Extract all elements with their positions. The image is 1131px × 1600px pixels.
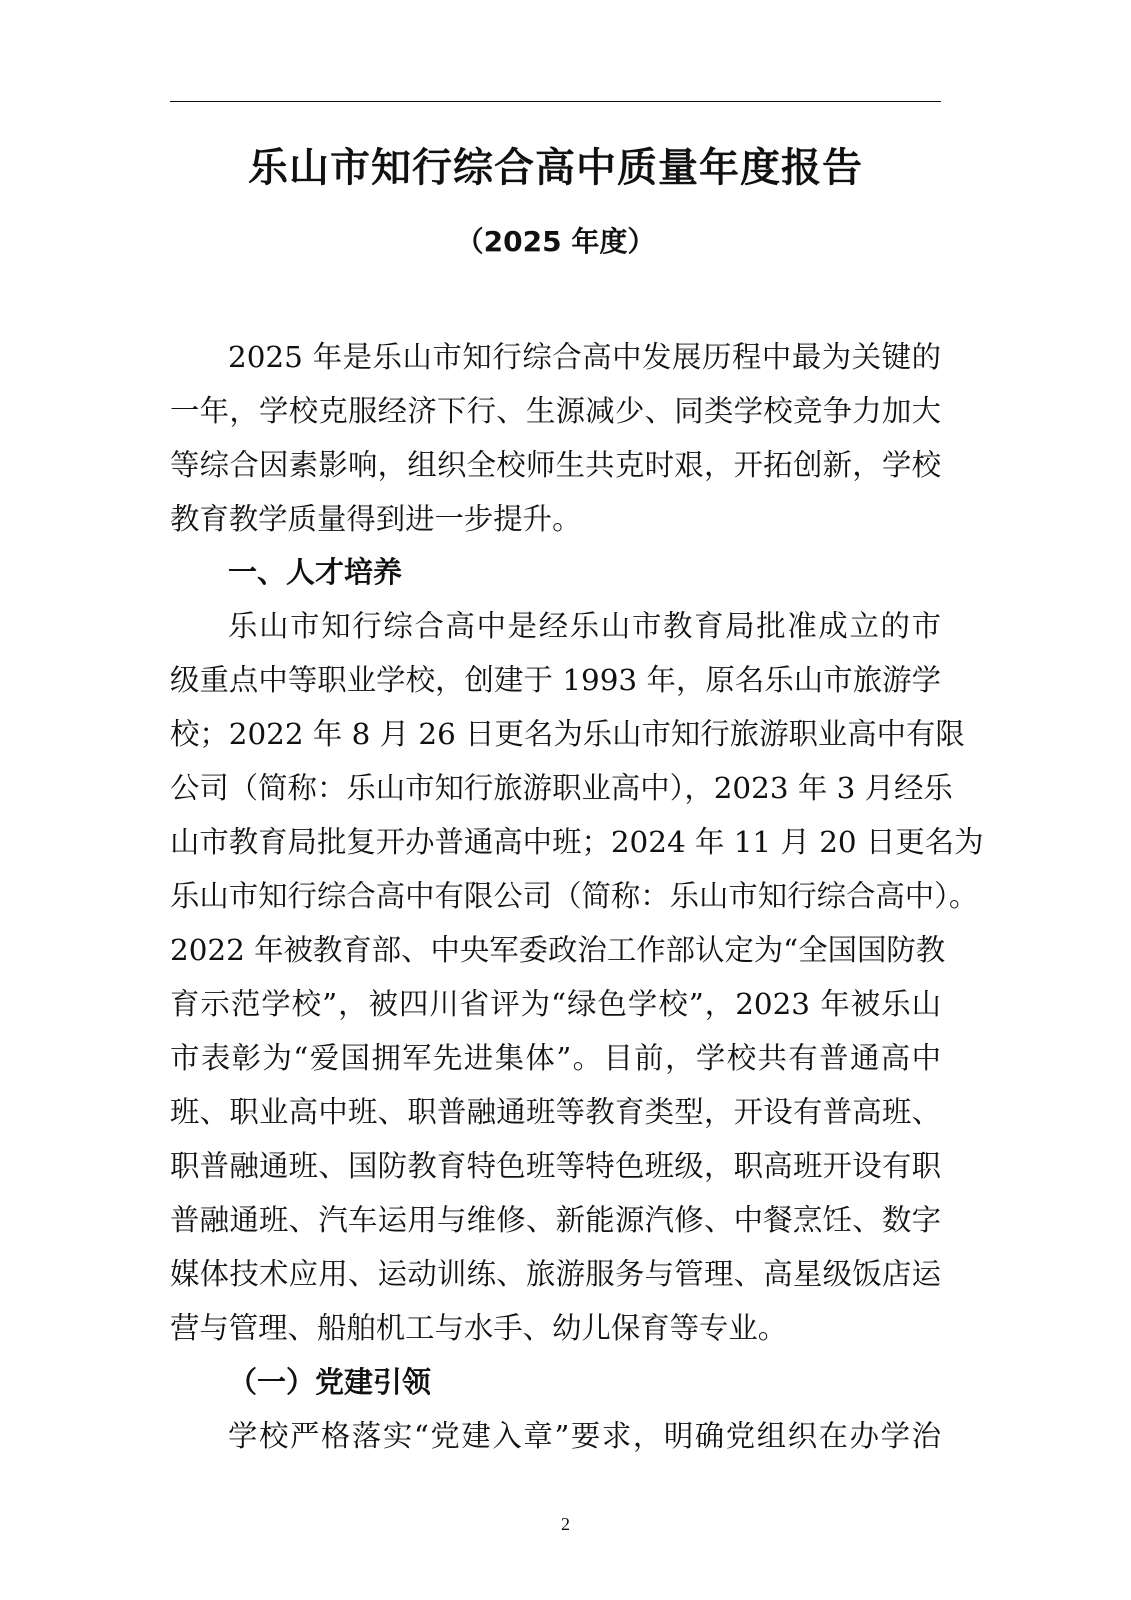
paragraph-line: 一年，学校克服经济下行、生源减少、同类学校竞争力加大 xyxy=(170,394,941,428)
paragraph-line: 级重点中等职业学校，创建于 1993 年，原名乐山市旅游学 xyxy=(170,663,941,697)
paragraph-line: 媒体技术应用、运动训练、旅游服务与管理、高星级饭店运 xyxy=(170,1257,941,1291)
section-heading: 一、人才培养 xyxy=(228,555,403,589)
paragraph-line: 营与管理、船舶机工与水手、幼儿保育等专业。 xyxy=(170,1311,788,1345)
paragraph-line: 2022 年被教育部、中央军委政治工作部认定为“全国国防教 xyxy=(170,933,946,967)
paragraph-line: 乐山市知行综合高中是经乐山市教育局批准成立的市 xyxy=(228,609,941,643)
paragraph-line: 职普融通班、国防教育特色班等特色班级，职高班开设有职 xyxy=(170,1149,941,1183)
document-subtitle: （2025 年度） xyxy=(455,225,656,258)
paragraph-line: 乐山市知行综合高中有限公司（简称：乐山市知行综合高中）。 xyxy=(170,879,979,913)
document-title: 乐山市知行综合高中质量年度报告 xyxy=(248,145,863,191)
paragraph-line: 2025 年是乐山市知行综合高中发展历程中最为关键的 xyxy=(228,340,941,374)
subsection-heading: （一）党建引领 xyxy=(228,1365,432,1399)
page-number: 2 xyxy=(561,1514,570,1534)
paragraph-line: 普融通班、汽车运用与维修、新能源汽修、中餐烹饪、数字 xyxy=(170,1203,941,1237)
paragraph-line: 学校严格落实“党建入章”要求，明确党组织在办学治 xyxy=(228,1419,941,1453)
paragraph-line: 校；2022 年 8 月 26 日更名为乐山市知行旅游职业高中有限 xyxy=(170,717,965,751)
paragraph-line: 教育教学质量得到进一步提升。 xyxy=(170,502,582,536)
header-rule xyxy=(170,101,941,102)
paragraph-line: 班、职业高中班、职普融通班等教育类型，开设有普高班、 xyxy=(170,1095,941,1129)
paragraph-line: 山市教育局批复开办普通高中班；2024 年 11 月 20 日更名为 xyxy=(170,825,984,859)
paragraph-line: 等综合因素影响，组织全校师生共克时艰，开拓创新，学校 xyxy=(170,448,941,482)
paragraph-line: 育示范学校”，被四川省评为“绿色学校”，2023 年被乐山 xyxy=(170,987,941,1021)
paragraph-line: 市表彰为“爱国拥军先进集体”。目前，学校共有普通高中 xyxy=(170,1041,941,1075)
paragraph-line: 公司（简称：乐山市知行旅游职业高中），2023 年 3 月经乐 xyxy=(170,771,953,805)
